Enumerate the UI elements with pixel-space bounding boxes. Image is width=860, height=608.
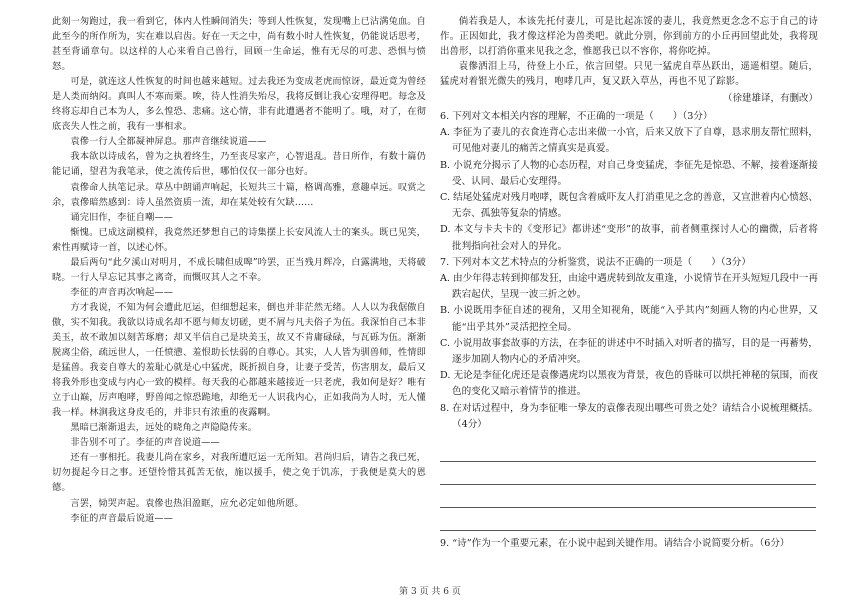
passage-paragraph: 惭愧。已成这副模样，我竟然还梦想自己的诗集摆上长安风流人士的案头。既已见笑，索性再赋诗一首，以述心怀。 (52, 226, 426, 253)
answer-line (440, 485, 816, 508)
question-6-option-d: D. 本文与卡夫卡的《变形记》都讲述“变形”的故事，前者侧重探讨人心的幽微，后者将批判指向社会对人的异化。 (440, 224, 818, 252)
passage-paragraph: 袁傪一行人全都凝神屏息。那声音继续说道—— (70, 136, 267, 148)
passage-paragraph: 还有一事相托。我妻儿尚在家乡，对我所遭厄运一无所知。君尚归后，请告之我已死，切勿提起今日之事。还望怜惜其孤苦无依，施以援手，使之免于饥冻，于我便是莫大的恩德。 (52, 452, 426, 494)
passage-paragraph: 诵完旧作，李征自嘲—— (70, 211, 174, 223)
left-column (52, 14, 426, 526)
passage-paragraph: 非告别不可了。李征的声音说道—— (70, 437, 220, 449)
question-7-option-a: A. 由少年得志转到抑郁发狂，由途中遇虎转到故友重逢，小说情节在开头短短几段中一再跌宕起伏，呈现一波三折之妙。 (440, 273, 818, 301)
source-note: （徐建雄译，有删改） (722, 93, 818, 104)
passage-paragraph: 此刻一匆跑过，我一看到它，体内人性瞬间消失；等到人性恢复，发现嘴上已沾满兔血。自此至今的所作所为，实在难以启齿。好在一天之中，尚有数小时人性恢复，仍能说话思考，甚至背诵章句。以这样的人心来看自己兽行，回顾一生命运，惟有无尽的可悲、恐惧与愤怒。 (52, 16, 426, 73)
question-6-option-a: A. 李征为了妻儿的衣食连背心志出来做一小官，后来又放下了自尊，恳求朋友帮忙照料，可见他对妻儿的痛苦之情真实是真爱。 (440, 127, 818, 155)
question-6 (440, 109, 818, 255)
passage-paragraph: 最后两句“此夕溪山对明月，不成长啸但成嗥”吟罢，正当残月辉冷，白露满地，天将破晓。一行人早忘记其事之离奇，而慨叹其人之不幸。 (52, 256, 426, 283)
question-6-option-b: B. 小说充分揭示了人物的心态历程，对自己身变猛虎，李征先是惊恐、不解，接着逐渐接受、认同、最后心安理得。 (440, 159, 818, 187)
question-9-stem: 9. “诗”作为一个重要元素，在小说中起到关键作用。请结合小说简要分析。（6分） (440, 538, 790, 550)
question-7-option-c: C. 小说用故事套故事的方法，在李征的讲述中不时插入对听者的描写，目的是一再蓄势，逐步加剧人物内心的矛盾冲突。 (440, 337, 818, 366)
passage-paragraph: 我本欲以诗成名，曾为之执着终生，乃至丧尽家产，心智退乱。昔日所作，有数十篇仍能记诵，望君为我笔录，使之流传后世，哪怕仅仅一部分也好。 (52, 151, 426, 178)
passage-paragraph: 袁傪洒泪上马，待登上小丘，依言回望。只见一猛虎自草丛跃出，遥遥相望。随后，猛虎对着银光微失的残月，咆哮几声，复又跃入草丛，再也不见了踪影。 (440, 61, 818, 87)
question-7 (440, 255, 818, 401)
passage-paragraph: 黑暗已渐渐退去，远处的晓角之声隐隐传来。 (70, 422, 258, 434)
question-8 (440, 401, 818, 531)
passage-paragraph: 袁傪命人执笔记录。草丛中朗诵声响起，长短共三十篇，格调高雅，意趣卓远。叹赏之余，袁傪暗然感到：诗人虽然资质一流，却在某处较有欠缺…… (52, 181, 426, 208)
passage-paragraph: 可是，就连这人性恢复的时间也越来越短。过去我还为变成老虎而惊讶，最近竟为曾经是人类而纳闷。真叫人不寒而栗。唉，待人性消失殆尽，我将反倒让我心安理得吧。每念及终将忘却自己本为人，多么惶恐、悲痛。这心情，非有此遭遇者不能明了。哦，对了，在彻底丧失人性之前，我有一事相求。 (52, 76, 426, 133)
question-7-option-b: B. 小说既用李征自述的视角，又用全知视角，既能“入乎其内”刻画人物的内心世界，又能“出乎其外”灵活把控全局。 (440, 305, 818, 333)
right-column (440, 14, 818, 552)
question-7-stem: 7. 下列对本文艺术特点的分析鉴赏，说法不正确的一项是（ ）（3分） (440, 256, 751, 268)
page-footer: 第 3 页 共 6 页 (399, 587, 461, 597)
question-6-option-c: C. 结尾处猛虎对残月咆哮，既包含着威吓友人打消重见之念的善意，又宣泄着内心愤怒、无奈、孤独等复杂的情感。 (440, 192, 818, 220)
passage-paragraph: 方才我说，不知为何会遭此厄运，但细想起来，倒也并非茫然无绪。人人以为我倨傲自傲，实不知我。我欲以诗成名却不愿与师友切磋，更不屑与凡夫俗子为伍。我深怕自己本非美玉，故不敢加以刻苦琢磨；却又半信自己是块美玉，故又不肯庸碌碌，与瓦砾为伍。渐渐脱离尘俗，疏远世人，一任愤懑、羞恨助长怯弱的自尊心。其实，人人皆为驯兽师，性情即是猛兽。我妾自尊大的羞耻心就是心中猛虎，既折损自身，让妻子受苦，伤害朋友，最后又将我外形也变成与内心一致的模样。每天我的心都越来越接近一只老虎，我如何是好？唯有立于山巅，厉声咆哮，野兽闻之惊恐跪地，却绝无一人识我内心，正如我尚为人时，无人懂我一样。林涧我这身皮毛的，并非只有浓重的夜露啊。 (52, 301, 426, 419)
passage-paragraph: 倘若我是人，本该先托付妻儿，可是比起冻馁的妻儿，我竟然更念念不忘于自己的诗作。正因如此，我才像这样沦为兽类吧。就此分别，你到前方的小丘再回望此处，我将现出兽形，以打消你重来见我之念，惟愿我已以不容你，将你吃掉。 (440, 16, 818, 57)
answer-line (440, 508, 816, 531)
passage-paragraph: 言罢，恸哭声起。袁傪也热泪盈眶，应允必定如他所愿。 (70, 497, 304, 509)
question-9 (440, 536, 818, 552)
passage-paragraph: 李征的声音最后说道—— (70, 512, 174, 524)
answer-line (440, 462, 816, 485)
question-6-stem: 6. 下列对文本相关内容的理解，不正确的一项是（ ）（3分） (440, 111, 713, 122)
question-8-stem: 8. 在对话过程中，身为李征唯一挚友的袁傪表现出哪些可贵之处？请结合小说梳理概括。（4分） (440, 402, 818, 430)
answer-line (440, 439, 816, 462)
question-7-option-d: D. 无论是李征化虎还是袁傪遇虎均以黑夜为背景，夜色的昏昧可以烘托神秘的氛围，而夜色的变化又暗示着情节的推进。 (440, 370, 819, 398)
passage-paragraph: 李征的声音再次响起—— (70, 286, 174, 298)
